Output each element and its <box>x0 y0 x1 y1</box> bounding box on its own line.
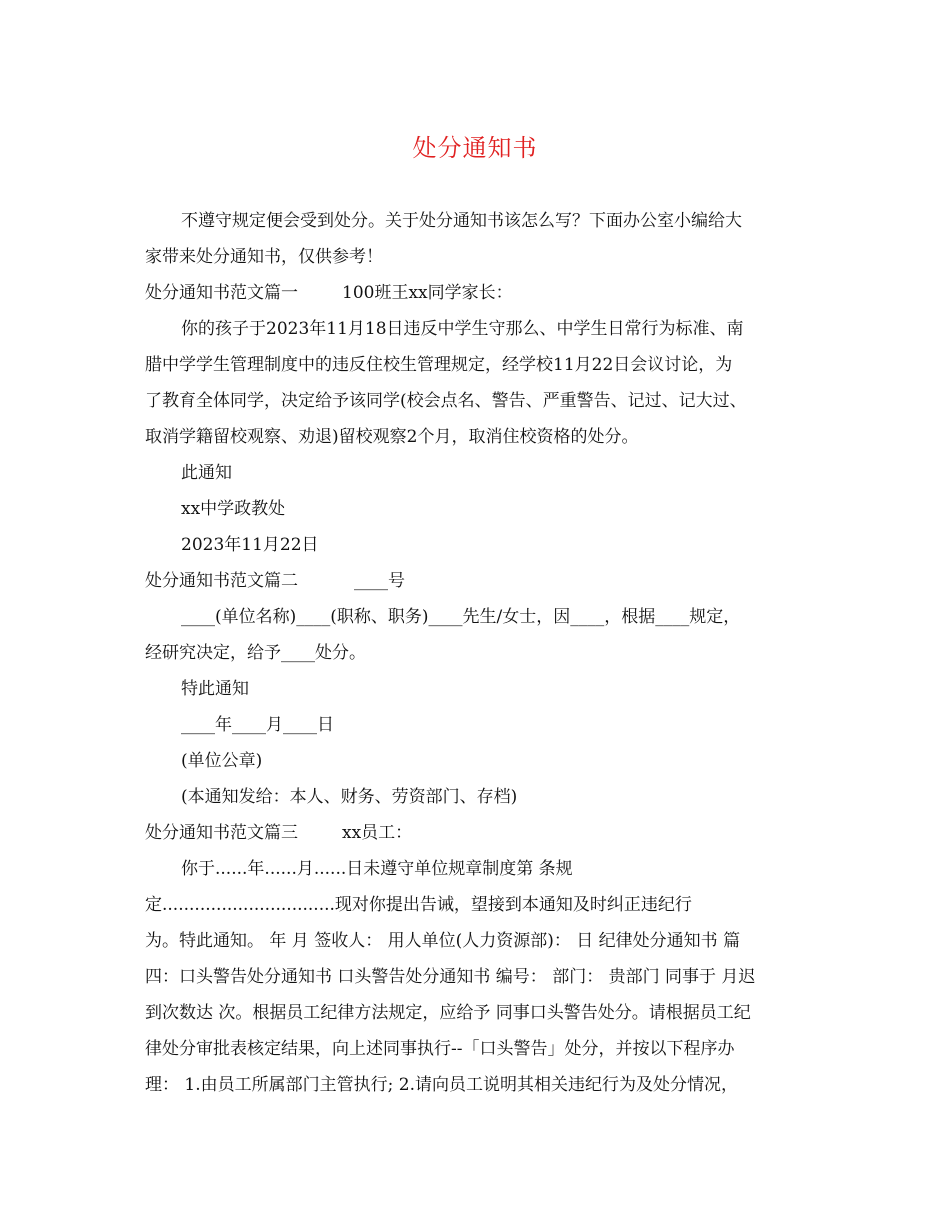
intro-line: 家带来处分通知书，仅供参考！ <box>145 247 383 267</box>
sample2-date: ____年____月____日 <box>181 715 334 735</box>
sample1-heading: 处分通知书范文篇一 <box>145 283 298 303</box>
document-title: 处分通知书 <box>412 134 538 162</box>
sample1-heading-line <box>145 275 807 311</box>
sample1-body-line: 腊中学学生管理制度中的违反住校生管理规定，经学校11月22日会议讨论，为 <box>145 355 733 375</box>
sample1-body-line: 取消学籍留校观察、劝退)留校观察2个月，取消住校资格的处分。 <box>145 427 639 447</box>
sample3-recipient: xx员工： <box>342 823 413 843</box>
sample1-issuer: xx中学政教处 <box>181 499 286 519</box>
sample2-body-line: ____(单位名称)____(职称、职务)____先生/女士，因____，根据____规定， <box>181 607 741 627</box>
sample2-heading: 处分通知书范文篇二 <box>145 571 298 591</box>
sample2-body-line: 经研究决定，给予____处分。 <box>145 643 366 663</box>
sample3-body-line: 理： 1.由员工所属部门主管执行; 2.请向员工说明其相关违纪行为及处分情况， <box>145 1075 738 1095</box>
sample1-closing: 此通知 <box>181 463 232 483</box>
sample1-recipient: 100班王xx同学家长： <box>342 283 513 303</box>
sample1-date: 2023年11月22日 <box>181 535 319 555</box>
sample2-heading-line <box>145 563 807 599</box>
sample3-body-line: 定................................现对你提出告诫，望接到本通知及时纠正违纪行 <box>145 895 692 915</box>
sample2-number: ____号 <box>354 571 405 591</box>
sample1-body-line: 了教育全体同学，决定给予该同学(校会点名、警告、严重警告、记过、记大过、 <box>145 391 747 411</box>
sample2-cc: (本通知发给：本人、财务、劳资部门、存档) <box>181 787 518 807</box>
sample2-closing: 特此通知 <box>181 679 249 699</box>
sample2-seal: (单位公章) <box>181 751 263 771</box>
sample1-body-line: 你的孩子于2023年11月18日违反中学生守那么、中学生日常行为标准、南 <box>181 319 744 339</box>
sample3-heading: 处分通知书范文篇三 <box>145 823 298 843</box>
sample3-heading-line <box>145 815 807 851</box>
sample3-body-line: 你于......年......月......日未遵守单位规章制度第 条规 <box>181 859 573 879</box>
sample3-body-line: 律处分审批表核定结果，向上述同事执行--「口头警告」处分，并按以下程序办 <box>145 1039 735 1059</box>
document-body <box>145 203 807 1103</box>
sample3-body-line: 为。特此通知。 年 月 签收人： 用人单位(人力资源部)： 日 纪律处分通知书 篇 <box>145 931 741 951</box>
sample3-body-line: 到次数达 次。根据员工纪律方法规定，应给予 同事口头警告处分。请根据员工纪 <box>145 1003 751 1023</box>
sample3-body-line: 四：口头警告处分通知书 口头警告处分通知书 编号： 部门： 贵部门 同事于 月迟 <box>145 967 756 987</box>
intro-line: 不遵守规定便会受到处分。关于处分通知书该怎么写？下面办公室小编给大 <box>181 211 742 231</box>
